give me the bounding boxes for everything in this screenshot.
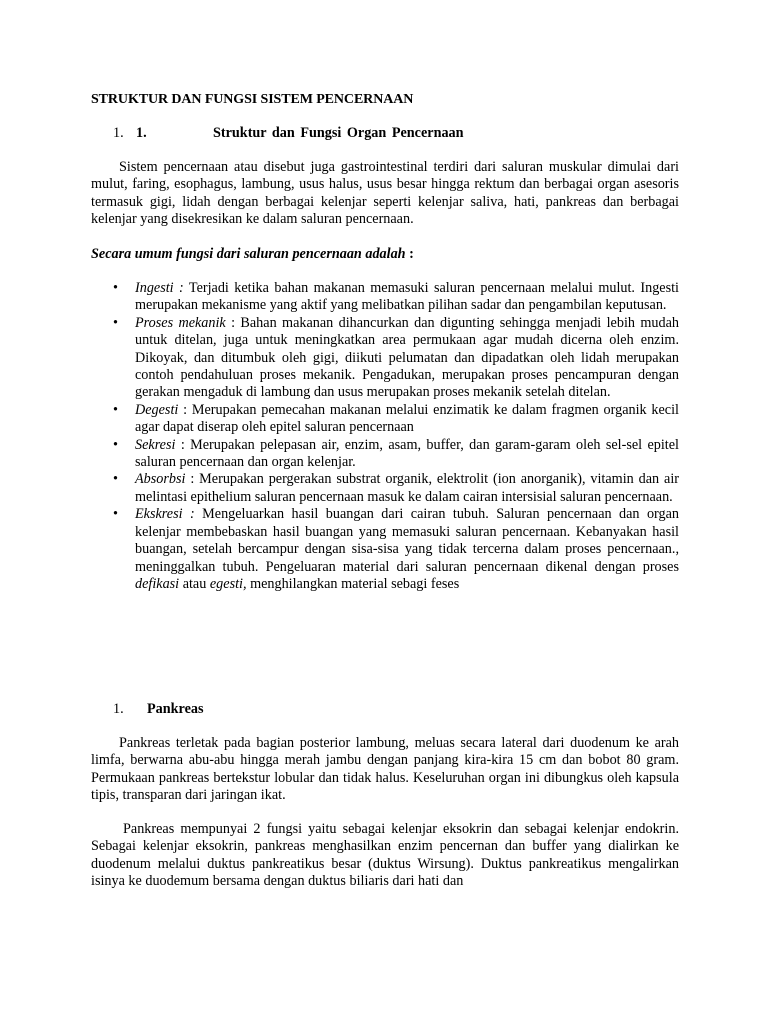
desc-proses-mekanik: : Bahan makanan dihancurkan dan digunting sehingga menjadi lebih mudah untuk ditelan, juga untuk meningkatkan area permukaan agar mudah dicerna oleh enzim. Dikoyak, dan ditumbuk oleh gigi, diikuti pelumatan dan dipadatkan oleh lidah merupakan contoh pendahuluan proses mekanik. Pengadukan, merupakan proses pencampuran dengan gerakan mengaduk di lambung dan usus merupakan proses mekanik setelah ditelan. <box>135 314 679 401</box>
term-absorbsi: Absorbsi <box>135 471 186 488</box>
bullet-icon: • <box>113 314 118 331</box>
term-ekskresi: Ekskresi : <box>135 506 195 523</box>
bullet-icon: • <box>113 401 118 418</box>
desc-absorbsi: : Merupakan pergerakan substrat organik, elektrolit (ion anorganik), vitamin dan air melintasi epithelium saluran pencernaan masuk ke dalam cairan intersisial saluran pencernaan. <box>135 471 679 505</box>
pankreas-text-2: Pankreas mempunyai 2 fungsi yaitu sebagai kelenjar eksokrin dan sebagai kelenjar endokrin. Sebagai kelenjar eksokrin, pankreas menghasilkan enzim pencernan dan buffer yang dialirkan ke duodenum melalui duktus pankreatikus besar (duktus Wirsung). Duktus pankreatikus mengalirkan isinya ke duodemum bersama dengan duktus biliaris dari hati dan <box>91 821 679 890</box>
term-sekresi: Sekresi <box>135 436 176 453</box>
section-heading-struktur <box>113 125 464 142</box>
bold-number: 1. <box>136 125 147 141</box>
list-number: 1. <box>113 125 124 141</box>
section-heading-pankreas <box>113 701 204 718</box>
desc-ekskresi-2: atau <box>179 575 210 592</box>
subheading-colon: : <box>405 246 414 262</box>
desc-sekresi: : Merupakan pelepasan air, enzim, asam, buffer, dan garam-garam oleh sel-sel epitel saluran pencernaan dan organ kelenjar. <box>135 436 679 471</box>
list-item-degesti <box>91 402 679 437</box>
desc-ingesti: Terjadi ketika bahan makanan memasuki saluran pencernaan melalui mulut. Ingesti merupakan mekanisme yang aktif yang melibatkan pilihan sadar dan pengambilan keputusan. <box>135 280 679 314</box>
functions-subheading <box>91 246 414 263</box>
pankreas-paragraph-2 <box>91 821 679 891</box>
list-item-ingesti <box>91 280 679 315</box>
list-item-sekresi <box>91 437 679 472</box>
desc-ekskresi: Mengeluarkan hasil buangan dari cairan tubuh. Saluran pencernaan dan organ kelenjar membebaskan hasil buangan yang memasuki saluran pencernaan. Kebanyakan hasil buangan, setelah bercampur dengan sisa-sisa yang tidak tercerna dalam proses pencernaan., meninggalkan tubuh. Pengeluaran material dari saluran pencernaan dikenal dengan proses <box>135 506 680 575</box>
subheading-text: Secara umum fungsi dari saluran pencernaan adalah <box>91 246 406 262</box>
pankreas-text-1: Pankreas terletak pada bagian posterior lambung, meluas secara lateral dari duodenum ke arah limfa, berwarna abu-abu hingga merah jambu dengan panjang kira-kira 15 cm dan bobot 80 gram. Permukaan pankreas bertekstur lobular dan tidak halus. Keseluruhan organ ini dibungkus oleh kapsula tipis, transparan dari jaringan ikat. <box>91 735 679 804</box>
desc-ekskresi-3: menghilangkan material sebagi feses <box>246 575 460 592</box>
list-item-proses-mekanik <box>91 315 679 402</box>
list-number: 1. <box>113 701 124 717</box>
section-title: Struktur dan Fungsi Organ Pencernaan <box>213 125 464 141</box>
term-egesti: egesti, <box>209 575 247 592</box>
document-title: STRUKTUR DAN FUNGSI SISTEM PENCERNAAN <box>91 92 414 107</box>
intro-paragraph <box>91 159 679 229</box>
term-proses-mekanik: Proses mekanik <box>135 314 226 331</box>
intro-text: Sistem pencernaan atau disebut juga gastrointestinal terdiri dari saluran muskular dimulai dari mulut, faring, esophagus, lambung, usus halus, usus besar hingga rektum dan berbagai organ asesoris termasuk gigi, lidah dengan berbagai kelenjar seperti kelenjar saliva, hati, pankreas dan berbagai kelenjar yang disekresikan ke dalam saluran pencernaan. <box>91 159 679 228</box>
bullet-icon: • <box>113 471 118 488</box>
bullet-icon: • <box>113 506 118 523</box>
term-defikasi: defikasi <box>135 575 180 592</box>
list-item-ekskresi <box>91 506 679 593</box>
section-title: Pankreas <box>147 701 204 717</box>
term-degesti: Degesti <box>135 401 179 418</box>
pankreas-paragraph-1 <box>91 735 679 805</box>
bullet-icon: • <box>113 436 118 453</box>
bullet-icon: • <box>113 280 118 296</box>
functions-list <box>91 280 679 593</box>
list-item-absorbsi <box>91 471 679 506</box>
term-ingesti: Ingesti : <box>135 280 184 296</box>
desc-degesti: : Merupakan pemecahan makanan melalui enzimatik ke dalam fragmen organik kecil agar dapat diserap oleh epitel saluran pencernaan <box>135 401 679 436</box>
